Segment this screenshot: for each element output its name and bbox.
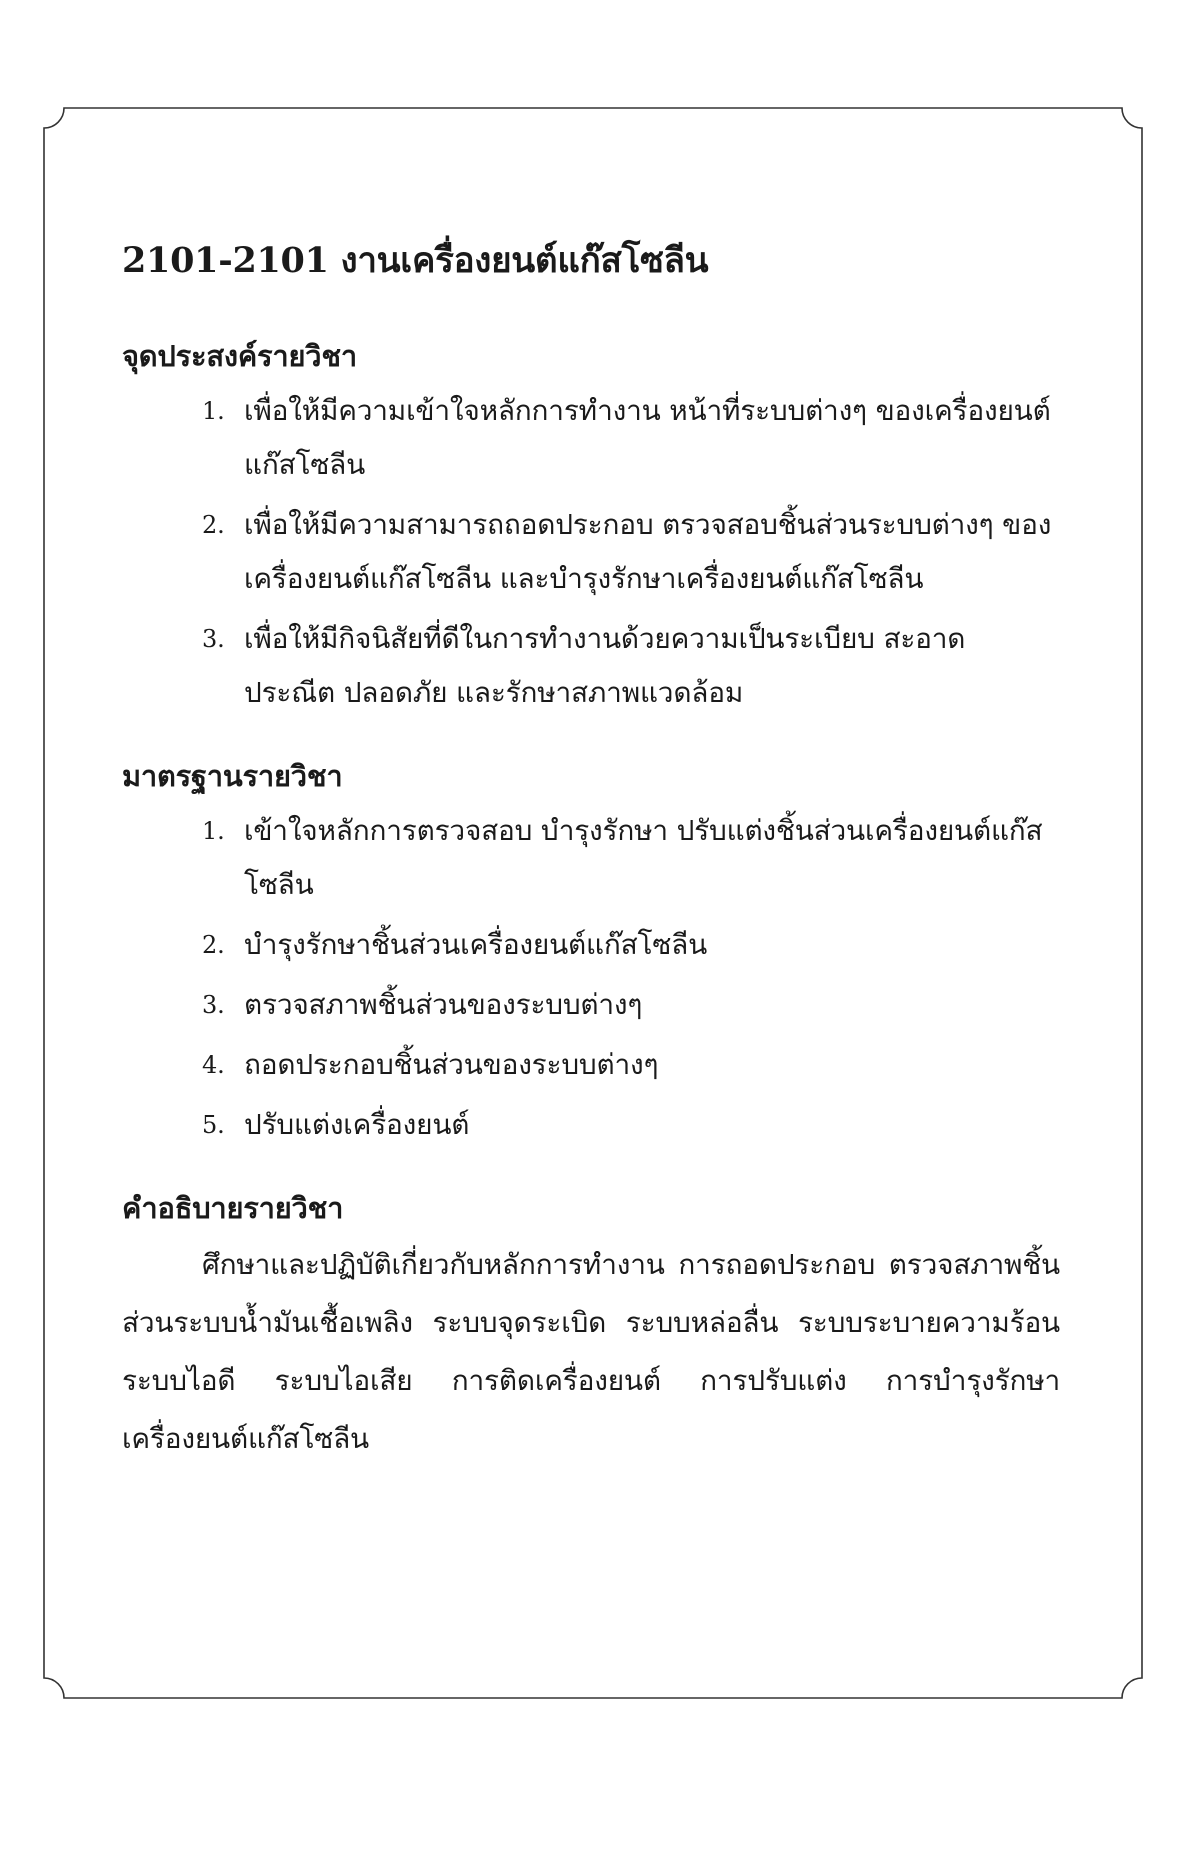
list-item [122,612,1060,720]
list-text: ตรวจสภาพชิ้นส่วนของระบบต่างๆ [244,988,643,1021]
document-content [122,238,1060,1468]
description-section [122,1188,1060,1468]
objectives-section [122,336,1060,720]
list-text: เพื่อให้มีความเข้าใจหลักการทำงาน หน้าที่ระบบต่างๆ ของเครื่องยนต์แก๊สโซลีน [244,394,1051,481]
list-item [122,1098,1060,1152]
list-number: 1. [202,817,225,845]
list-item [122,804,1060,912]
list-item [122,1038,1060,1092]
list-item [122,498,1060,606]
list-text: ปรับแต่งเครื่องยนต์ [244,1108,470,1141]
standards-list [122,804,1060,1152]
list-text: บำรุงรักษาชิ้นส่วนเครื่องยนต์แก๊สโซลีน [244,928,708,961]
description-paragraph: ศึกษาและปฏิบัติเกี่ยวกับหลักการทำงาน การถอดประกอบ ตรวจสภาพชิ้นส่วนระบบน้ำมันเชื้อเพลิง ระบบจุดระเบิด ระบบหล่อลื่น ระบบระบายความร้อน ระบบไอดี ระบบไอเสีย การติดเครื่องยนต์ การปรับแต่ง การบำรุงรักษาเครื่องยนต์แก๊สโซลีน [122,1248,1060,1455]
list-text: ถอดประกอบชิ้นส่วนของระบบต่างๆ [244,1048,659,1081]
standards-section [122,756,1060,1152]
description-heading: คำอธิบายรายวิชา [122,1191,344,1225]
list-item [122,978,1060,1032]
list-number: 2. [202,931,225,959]
standards-heading: มาตรฐานรายวิชา [122,759,343,793]
list-number: 3. [202,625,225,653]
course-title: 2101-2101 งานเครื่องยนต์แก๊สโซลีน [122,240,709,281]
objectives-heading: จุดประสงค์รายวิชา [122,339,357,373]
list-number: 2. [202,511,225,539]
objectives-list [122,384,1060,720]
list-number: 3. [202,991,225,1019]
list-text: เข้าใจหลักการตรวจสอบ บำรุงรักษา ปรับแต่งชิ้นส่วนเครื่องยนต์แก๊สโซลีน [244,814,1043,901]
list-number: 4. [202,1051,225,1079]
list-number: 5. [202,1111,225,1139]
list-number: 1. [202,397,225,425]
list-text: เพื่อให้มีความสามารถถอดประกอบ ตรวจสอบชิ้นส่วนระบบต่างๆ ของเครื่องยนต์แก๊สโซลีน และบำรุงรักษาเครื่องยนต์แก๊สโซลีน [244,508,1052,595]
list-item [122,918,1060,972]
list-item [122,384,1060,492]
list-text: เพื่อให้มีกิจนิสัยที่ดีในการทำงานด้วยความเป็นระเบียบ สะอาด ประณีต ปลอดภัย และรักษาสภาพแวดล้อม [244,622,966,709]
